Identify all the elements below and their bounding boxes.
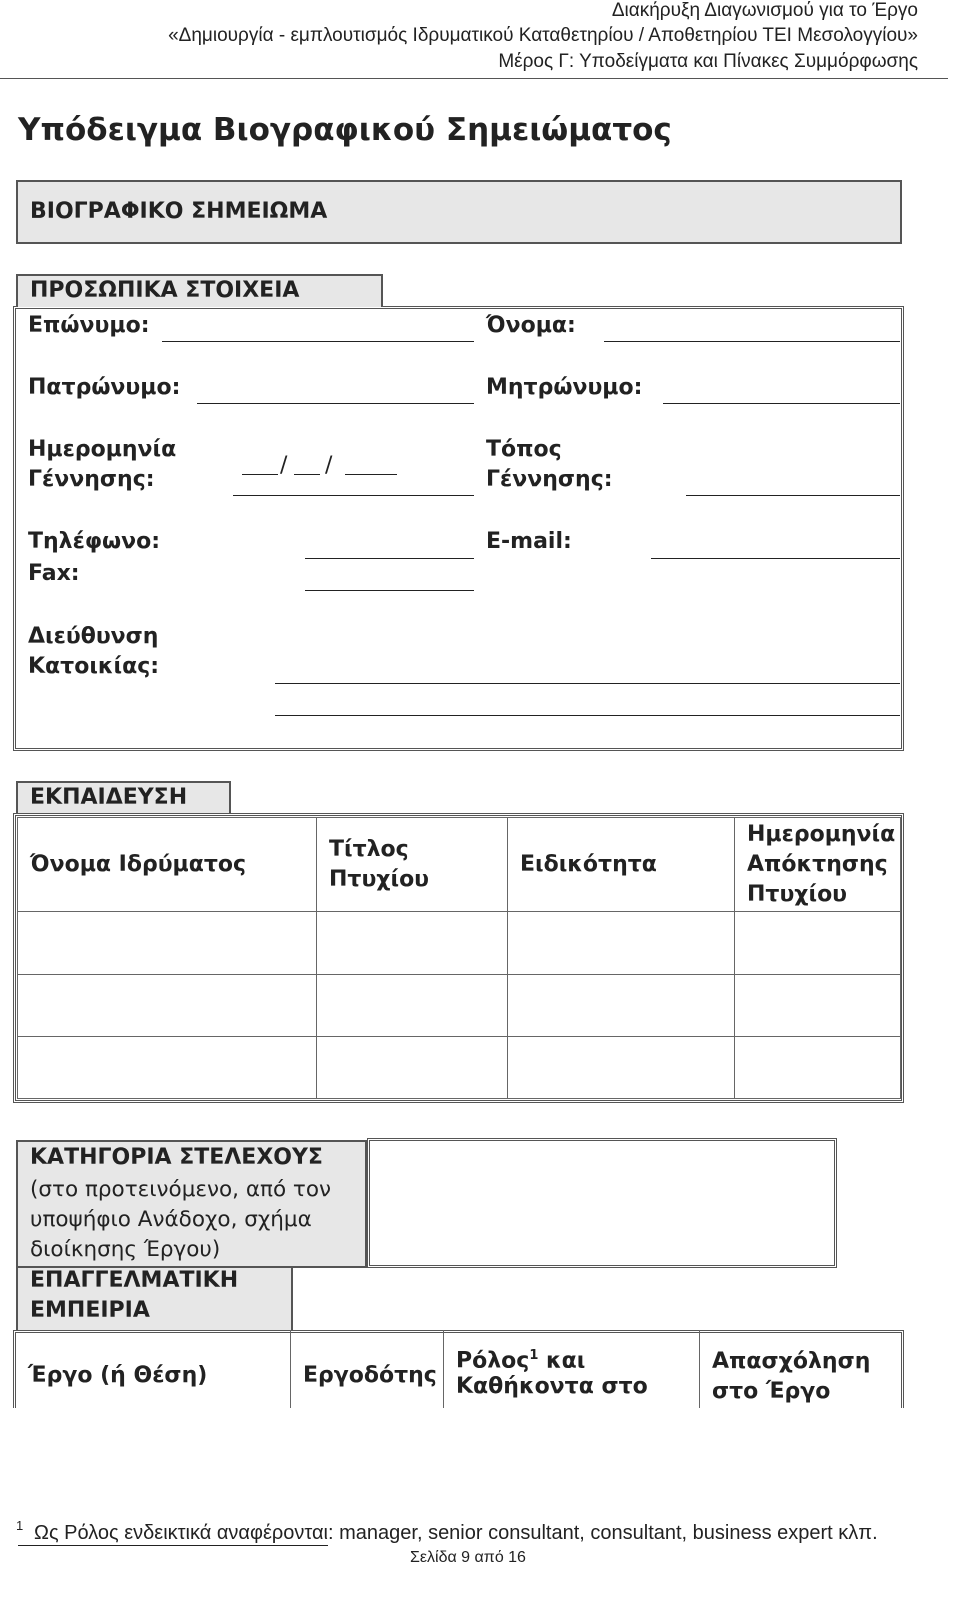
birth-place-label-1: Τόπος	[486, 437, 562, 462]
col-institution-header	[18, 818, 317, 912]
address-field-1[interactable]	[275, 683, 900, 684]
col-specialty-label: Ειδικότητα	[520, 851, 657, 877]
phone-label: Τηλέφωνο:	[28, 529, 161, 554]
phone-field[interactable]	[305, 558, 474, 559]
col-project-label: Έργο (ή Θέση)	[28, 1363, 208, 1388]
table-cell[interactable]	[18, 1037, 317, 1099]
table-cell[interactable]	[508, 912, 735, 975]
col-degree-title-header	[317, 818, 508, 912]
email-label: E-mail:	[486, 529, 572, 554]
table-cell[interactable]	[317, 1037, 508, 1099]
table-cell[interactable]	[18, 975, 317, 1037]
col-role-label-2: Καθήκοντα στο	[456, 1374, 648, 1399]
header-line-1: Διακήρυξη Διαγωνισμού για το Έργο	[611, 0, 918, 21]
education-heading: ΕΚΠΑΙΔΕΥΣΗ	[30, 785, 188, 810]
col-acquisition-date-label-2: Απόκτησης	[747, 851, 888, 877]
mother-name-label: Μητρώνυμο:	[486, 375, 643, 400]
table-cell[interactable]	[735, 975, 901, 1037]
col-divider	[443, 1330, 444, 1408]
address-label-2: Κατοικίας:	[28, 654, 160, 679]
birth-date-label-1: Ημερομηνία	[28, 437, 177, 462]
surname-label: Επώνυμο:	[28, 313, 150, 338]
footnote-ref: 1	[529, 1348, 539, 1363]
birth-year-blank[interactable]	[345, 474, 397, 475]
birth-month-blank[interactable]	[294, 474, 320, 475]
surname-field[interactable]	[162, 341, 474, 342]
experience-heading-2: ΕΜΠΕΙΡΙΑ	[30, 1298, 150, 1323]
table-cell[interactable]	[735, 1037, 901, 1099]
header-rule	[0, 78, 948, 79]
category-box	[16, 1140, 367, 1268]
header-line-3: Μέρος Γ: Υποδείγματα και Πίνακες Συμμόρφωσης	[498, 51, 918, 72]
col-divider	[290, 1330, 291, 1408]
category-description-2: υποψήφιο Ανάδοχο, σχήμα	[30, 1207, 312, 1232]
education-header-row	[18, 818, 901, 912]
fax-label: Fax:	[28, 561, 80, 586]
fax-field[interactable]	[305, 590, 474, 591]
footnote-rule	[18, 1545, 328, 1546]
experience-table	[13, 1330, 904, 1408]
col-employer-label: Εργοδότης	[303, 1363, 437, 1388]
category-heading: ΚΑΤΗΓΟΡΙΑ ΣΤΕΛΕΧΟΥΣ	[30, 1145, 323, 1170]
category-description-3: διοίκησης Έργου)	[30, 1237, 221, 1262]
table-cell[interactable]	[508, 1037, 735, 1099]
col-institution-label: Όνομα Ιδρύματος	[30, 851, 247, 877]
cv-heading-box	[16, 180, 902, 244]
page-title: Υπόδειγμα Βιογραφικού Σημειώματος	[18, 112, 672, 148]
personal-details-heading: ΠΡΟΣΩΠΙΚΑ ΣΤΟΙΧΕΙΑ	[30, 278, 300, 303]
table-row	[18, 975, 901, 1037]
col-employment-label-1: Απασχόληση	[712, 1349, 871, 1374]
col-acquisition-date-label-3: Πτυχίου	[747, 881, 848, 907]
col-degree-title-label-2: Πτυχίου	[329, 866, 430, 892]
col-divider	[699, 1330, 700, 1408]
birth-date-field[interactable]	[233, 495, 474, 496]
role-word: Ρόλος	[456, 1348, 530, 1374]
father-name-field[interactable]	[197, 403, 474, 404]
email-field[interactable]	[651, 558, 900, 559]
col-acquisition-date-label-1: Ημερομηνία	[747, 821, 896, 847]
footnote-mark: 1	[16, 1518, 24, 1533]
education-tab	[16, 781, 231, 815]
name-label: Όνομα:	[486, 313, 576, 338]
category-description-1: (στο προτεινόμενο, από τον	[30, 1177, 332, 1202]
date-separator-2: /	[325, 453, 333, 478]
page-number: Σελίδα 9 από 16	[410, 1549, 526, 1566]
experience-tab	[16, 1268, 293, 1332]
address-field-2[interactable]	[275, 715, 900, 716]
address-label-1: Διεύθυνση	[28, 624, 159, 649]
table-cell[interactable]	[317, 975, 508, 1037]
col-degree-title-label-1: Τίτλος	[329, 836, 409, 862]
table-cell[interactable]	[735, 912, 901, 975]
experience-heading-1: ΕΠΑΓΓΕΛΜΑΤΙΚΗ	[30, 1268, 239, 1293]
education-table	[17, 817, 901, 1099]
col-specialty-header	[508, 818, 735, 912]
table-cell[interactable]	[317, 912, 508, 975]
table-cell[interactable]	[18, 912, 317, 975]
col-employment-label-2: στο Έργο	[712, 1379, 831, 1404]
table-cell[interactable]	[508, 975, 735, 1037]
father-name-label: Πατρώνυμο:	[28, 375, 181, 400]
footnote-text: Ως Ρόλος ενδεικτικά αναφέρονται: manager, senior consultant, consultant, business expert κλπ.	[34, 1522, 878, 1544]
table-row	[18, 912, 901, 975]
birth-place-label-2: Γέννησης:	[486, 467, 613, 492]
birth-place-field[interactable]	[686, 495, 900, 496]
header-line-2: «Δημιουργία - εμπλουτισμός Ιδρυματικού Καταθετηρίου / Αποθετηρίου ΤΕΙ Μεσολογγίου»	[168, 25, 918, 46]
personal-details-tab	[16, 274, 383, 307]
cv-heading: ΒΙΟΓΡΑΦΙΚΟ ΣΗΜΕΙΩΜΑ	[30, 199, 328, 224]
birth-day-blank[interactable]	[242, 474, 278, 475]
table-row	[18, 1037, 901, 1099]
date-separator-1: /	[280, 453, 288, 478]
category-value-field[interactable]	[367, 1138, 837, 1268]
mother-name-field[interactable]	[663, 403, 900, 404]
and-word: και	[546, 1348, 586, 1374]
birth-date-label-2: Γέννησης:	[28, 467, 155, 492]
name-field[interactable]	[604, 341, 900, 342]
col-acquisition-date-header	[735, 818, 901, 912]
